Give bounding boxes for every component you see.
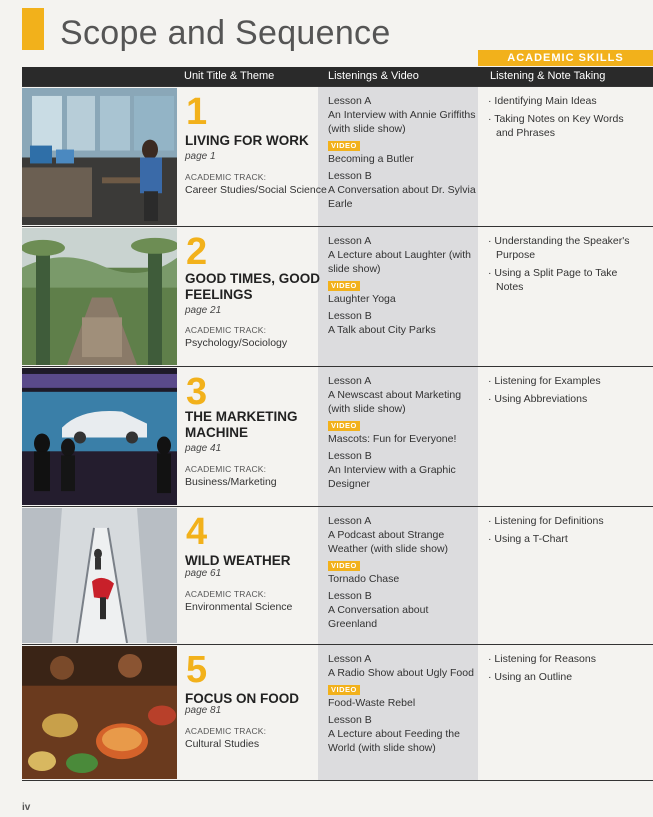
unit-1-title: LIVING FOR WORK <box>185 133 309 148</box>
unit-row-1 <box>22 86 653 226</box>
unit-1-lesson-a-label: Lesson A <box>328 95 372 107</box>
page-number: iv <box>22 802 31 813</box>
unit-5-video: Food-Waste Rebel <box>328 697 416 709</box>
unit-2-lesson-b: A Talk about City Parks <box>328 324 436 336</box>
unit-4-listenings <box>328 514 478 631</box>
title-accent-bar <box>22 8 44 50</box>
unit-2-lesson-b-label: Lesson B <box>328 310 372 322</box>
unit-3-lesson-b-label: Lesson B <box>328 450 372 462</box>
unit-2-number: 2 <box>186 231 208 273</box>
unit-5-page: page 81 <box>185 705 222 716</box>
unit-3-skills <box>488 374 638 410</box>
unit-1-track-label: ACADEMIC TRACK: <box>185 172 267 182</box>
unit-1-lesson-b-label: Lesson B <box>328 170 372 182</box>
unit-4-page: page 61 <box>185 568 222 579</box>
unit-2-photo <box>22 228 177 365</box>
unit-4-lesson-a: A Podcast about Strange Weather (with slide show) <box>328 529 449 555</box>
unit-5-skill-1: · Listening for Reasons <box>488 653 596 665</box>
unit-3-track-label: ACADEMIC TRACK: <box>185 464 267 474</box>
unit-1-skill-1: · Identifying Main Ideas <box>488 95 597 107</box>
unit-1-lesson-b: A Conversation about Dr. Sylvia Earle <box>328 184 476 210</box>
unit-5-lesson-a: A Radio Show about Ugly Food <box>328 667 474 679</box>
unit-4-skill-2: · Using a T-Chart <box>488 533 568 545</box>
unit-4-video-tag: VIDEO <box>328 561 360 571</box>
unit-2-video-tag: VIDEO <box>328 281 360 291</box>
academic-skills-header: ACADEMIC SKILLS <box>478 50 653 66</box>
unit-5-listenings <box>328 652 478 755</box>
unit-5-skills <box>488 652 638 688</box>
unit-5-track: Cultural Studies <box>185 738 260 750</box>
unit-3-listenings <box>328 374 478 491</box>
unit-2-video: Laughter Yoga <box>328 293 396 305</box>
unit-2-lesson-a-label: Lesson A <box>328 235 372 247</box>
unit-3-title: THE MARKETING MACHINE <box>185 409 298 440</box>
unit-4-title: WILD WEATHER <box>185 553 291 568</box>
unit-2-skill-1: · Understanding the Speaker's Purpose <box>488 235 630 261</box>
unit-4-lesson-b: A Conversation about Greenland <box>328 604 429 630</box>
unit-1-page: page 1 <box>185 151 216 162</box>
unit-2-title: GOOD TIMES, GOOD FEELINGS <box>185 271 321 302</box>
unit-4-track-label: ACADEMIC TRACK: <box>185 589 267 599</box>
unit-5-skill-2: · Using an Outline <box>488 671 573 683</box>
unit-1-skill-2: · Taking Notes on Key Words and Phrases <box>488 113 624 139</box>
unit-3-lesson-a-label: Lesson A <box>328 375 372 387</box>
unit-1-lesson-a: An Interview with Annie Griffiths (with slide show) <box>328 109 476 135</box>
page-title: Scope and Sequence <box>60 14 391 52</box>
unit-5-video-tag: VIDEO <box>328 685 360 695</box>
unit-5-lesson-b-label: Lesson B <box>328 714 372 726</box>
column-header-skills: Listening & Note Taking <box>490 70 606 82</box>
unit-5-number: 5 <box>186 649 208 691</box>
unit-3-number: 3 <box>186 371 208 413</box>
column-header-unit: Unit Title & Theme <box>184 70 275 82</box>
column-header-listen: Listenings & Video <box>328 70 419 82</box>
unit-1-video: Becoming a Butler <box>328 153 414 165</box>
unit-4-track: Environmental Science <box>185 601 293 613</box>
unit-1-listenings <box>328 94 478 211</box>
unit-4-photo <box>22 508 177 643</box>
unit-3-track: Business/Marketing <box>185 476 277 488</box>
unit-1-video-tag: VIDEO <box>328 141 360 151</box>
unit-row-3 <box>22 366 653 506</box>
unit-4-skill-1: · Listening for Definitions <box>488 515 604 527</box>
unit-1-photo <box>22 88 177 225</box>
unit-1-track: Career Studies/Social Science <box>185 184 327 196</box>
unit-3-video-tag: VIDEO <box>328 421 360 431</box>
unit-row-4 <box>22 506 653 644</box>
unit-5-track-label: ACADEMIC TRACK: <box>185 726 267 736</box>
unit-3-video: Mascots: Fun for Everyone! <box>328 433 457 445</box>
unit-5-lesson-a-label: Lesson A <box>328 653 372 665</box>
unit-5-lesson-b: A Lecture about Feeding the World (with slide show) <box>328 728 460 754</box>
unit-2-track-label: ACADEMIC TRACK: <box>185 325 267 335</box>
unit-1-number: 1 <box>186 91 208 133</box>
unit-row-5 <box>22 644 653 780</box>
unit-2-skills <box>488 234 638 298</box>
unit-4-lesson-b-label: Lesson B <box>328 590 372 602</box>
column-header-row <box>22 67 653 86</box>
unit-2-listenings <box>328 234 478 337</box>
unit-3-page: page 41 <box>185 443 222 454</box>
unit-4-skills <box>488 514 638 550</box>
unit-2-skill-2: · Using a Split Page to Take Notes <box>488 267 618 293</box>
table-bottom-rule <box>22 780 653 781</box>
unit-5-title: FOCUS ON FOOD <box>185 691 299 706</box>
unit-3-lesson-b: An Interview with a Graphic Designer <box>328 464 456 490</box>
unit-4-video: Tornado Chase <box>328 573 400 585</box>
unit-3-skill-1: · Listening for Examples <box>488 375 601 387</box>
unit-3-skill-2: · Using Abbreviations <box>488 393 588 405</box>
unit-4-lesson-a-label: Lesson A <box>328 515 372 527</box>
unit-2-track: Psychology/Sociology <box>185 337 288 349</box>
unit-2-lesson-a: A Lecture about Laughter (with slide show) <box>328 249 472 275</box>
unit-5-photo <box>22 646 177 779</box>
unit-row-2 <box>22 226 653 366</box>
unit-1-skills <box>488 94 638 144</box>
unit-3-lesson-a: A Newscast about Marketing (with slide show) <box>328 389 462 415</box>
unit-4-number: 4 <box>186 511 208 553</box>
unit-2-page: page 21 <box>185 305 222 316</box>
unit-3-photo <box>22 368 177 505</box>
